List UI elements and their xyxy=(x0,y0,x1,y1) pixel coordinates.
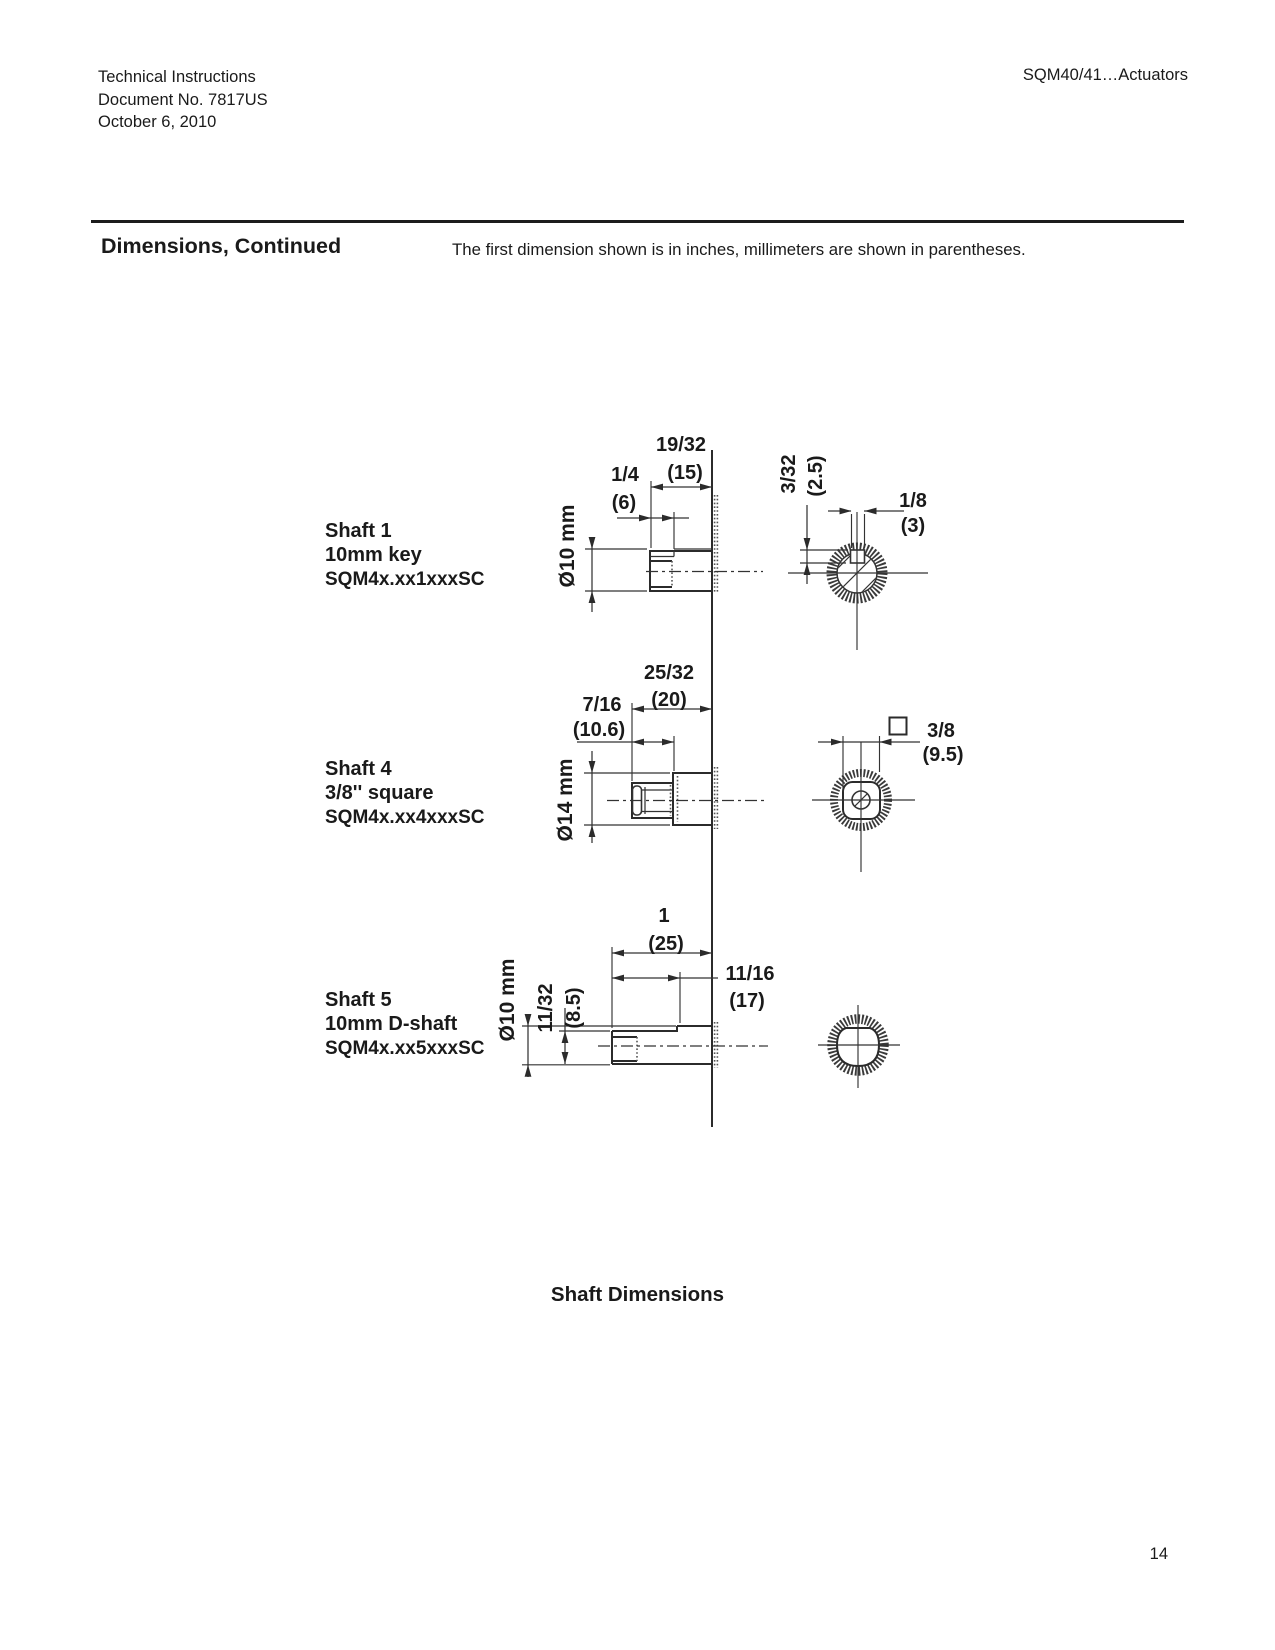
shaft4-end-view xyxy=(812,718,964,873)
shaft5-flatlen-label: 11/16 xyxy=(725,963,775,985)
shaft5-flatlen-mm-label: (17) xyxy=(729,990,765,1012)
shaft4-square-label: 3/8 xyxy=(927,720,955,742)
shaft4-length-mm-label: (20) xyxy=(651,689,687,711)
diagram-caption: Shaft Dimensions xyxy=(550,1283,725,1306)
shaft1-model: SQM4x.xx1xxxSC xyxy=(325,569,485,590)
shaft1-name: Shaft 1 xyxy=(325,520,392,542)
shaft5-diameter-label: Ø10 mm xyxy=(496,958,519,1042)
shaft1-side-view xyxy=(646,549,763,591)
shaft5-end-view xyxy=(818,1005,900,1088)
shaft1-keydepth-mm-label: (2.5) xyxy=(805,455,827,497)
shaft1-dimensions xyxy=(556,434,712,612)
shaft1-keywidth-label: 1/8 xyxy=(899,490,927,512)
shaft1-keylen-mm-label: (6) xyxy=(611,492,637,514)
header-doc-type: Technical Instructions xyxy=(98,68,256,86)
shaft1-label xyxy=(325,520,485,590)
shaft4-diameter-label: Ø14 mm xyxy=(554,758,577,842)
shaft5-flatheight-mm-label: (8.5) xyxy=(563,987,585,1029)
header-divider xyxy=(91,220,1184,223)
shaft1-keylen-label: 1/4 xyxy=(611,464,639,486)
shaft4-label xyxy=(325,758,485,828)
shaft4-square-mm-label: (9.5) xyxy=(922,744,964,766)
shaft5-model: SQM4x.xx5xxxSC xyxy=(325,1038,485,1059)
shaft4-name: Shaft 4 xyxy=(325,758,392,780)
shaft5-length-mm-label: (25) xyxy=(648,933,684,955)
header-product: SQM40/41…Actuators xyxy=(1022,66,1188,84)
shaft4-side-view xyxy=(607,773,764,825)
page-number: 14 xyxy=(1149,1545,1168,1563)
shaft-dimensions-diagram xyxy=(250,380,1000,1140)
shaft1-type: 10mm key xyxy=(325,544,422,566)
shaft5-length-label: 1 xyxy=(658,905,670,927)
section-subtitle: The first dimension shown is in inches, millimeters are shown in parentheses. xyxy=(452,240,1026,259)
shaft4-socket-label: 7/16 xyxy=(582,694,622,716)
shaft5-name: Shaft 5 xyxy=(325,989,392,1011)
shaft1-end-view xyxy=(778,455,928,650)
shaft5-type: 10mm D-shaft xyxy=(325,1013,458,1035)
shaft1-keydepth-label: 3/32 xyxy=(778,454,800,494)
shaft5-flatheight-label: 11/32 xyxy=(535,983,557,1033)
shaft1-diameter-label: Ø10 mm xyxy=(556,504,579,588)
section-title: Dimensions, Continued xyxy=(101,234,342,258)
shaft1-length-mm-label: (15) xyxy=(667,462,703,484)
shaft5-dimensions xyxy=(496,905,774,1077)
shaft5-label xyxy=(325,989,485,1059)
shaft4-length-label: 25/32 xyxy=(643,662,695,684)
shaft4-type: 3/8'' square xyxy=(325,782,434,804)
header-left xyxy=(98,66,268,134)
header-doc-date: October 6, 2010 xyxy=(98,113,217,131)
square-symbol xyxy=(890,718,907,735)
shaft1-keywidth-mm-label: (3) xyxy=(900,515,926,537)
shaft4-socket-mm-label: (10.6) xyxy=(572,719,626,741)
flange-knurl-strips xyxy=(715,495,718,1068)
shaft4-model: SQM4x.xx4xxxSC xyxy=(325,807,485,828)
header-doc-number: Document No. 7817US xyxy=(98,90,268,109)
shaft5-side-view xyxy=(598,1026,768,1064)
shaft1-length-label: 19/32 xyxy=(655,434,707,456)
